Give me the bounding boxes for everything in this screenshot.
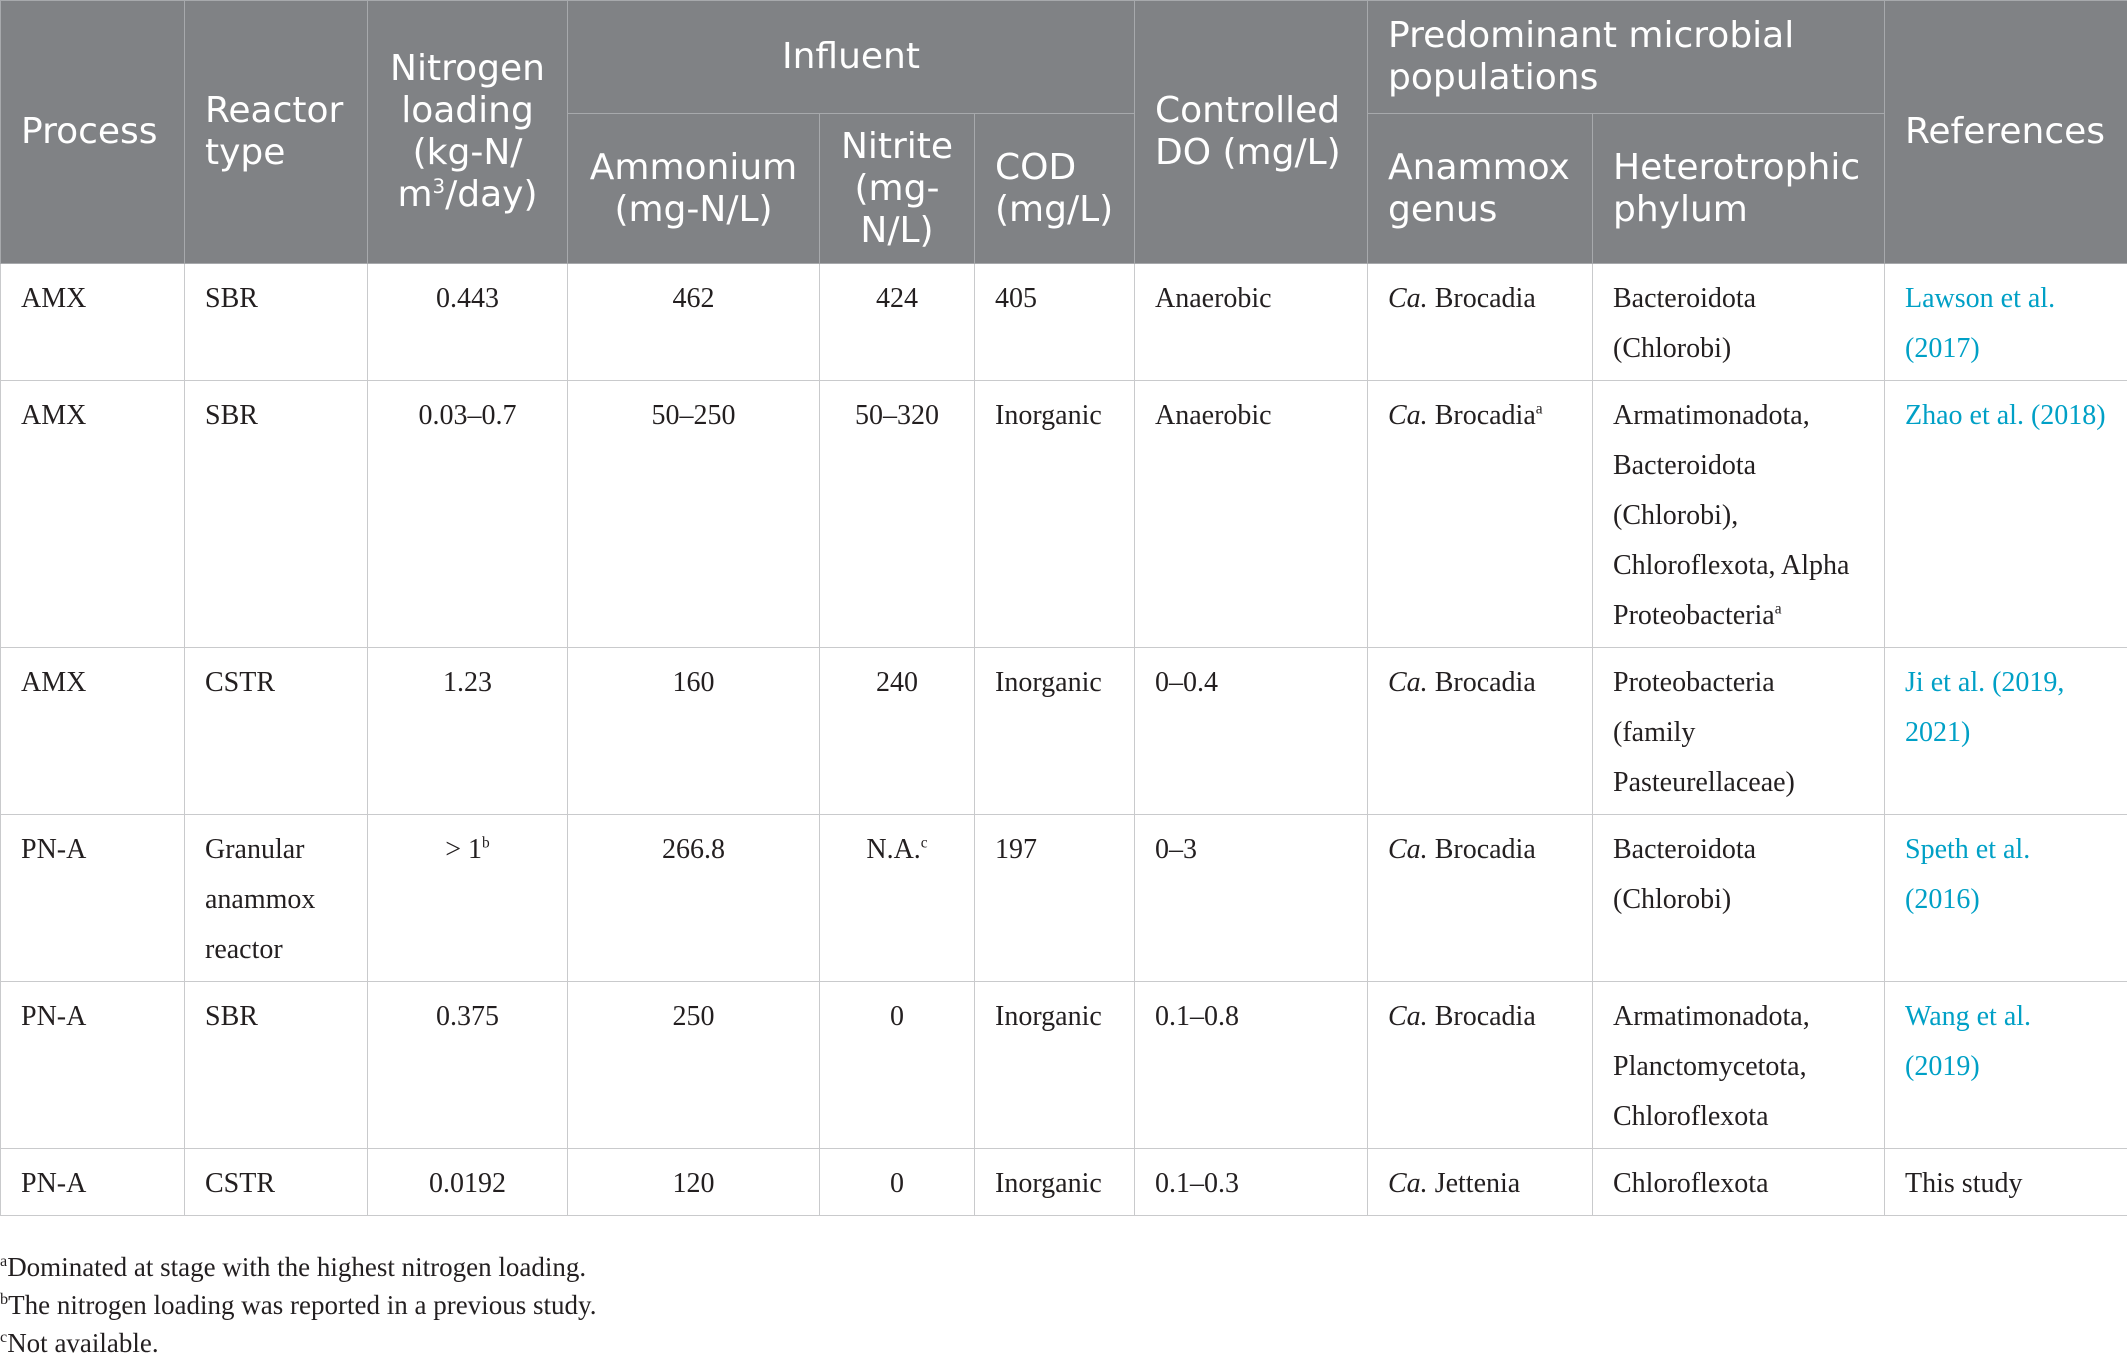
cell-loading: 0.0192 — [368, 1149, 568, 1216]
cell-cod: 405 — [975, 264, 1135, 381]
table-row — [1, 815, 2127, 982]
cell-reference — [1885, 982, 2127, 1149]
cell-loading: > $1^b$ — [368, 815, 568, 982]
cell-reactor: CSTR — [185, 1149, 368, 1216]
cell-cod: Inorganic — [975, 648, 1135, 815]
header-reactor-type: Reactor type — [185, 1, 368, 264]
cell-nitrite: 50–320 — [820, 381, 975, 648]
table-body — [1, 264, 2127, 1216]
cell-ammonium: 250 — [568, 982, 820, 1149]
cell-ammonium: 120 — [568, 1149, 820, 1216]
table-row — [1, 264, 2127, 381]
cell-reactor: CSTR — [185, 648, 368, 815]
cell-process: AMX — [1, 264, 185, 381]
cell-cod: Inorganic — [975, 1149, 1135, 1216]
cell-reference — [1885, 381, 2127, 648]
footnote: $^b$The nitrogen loading was reported in a previous study. — [0, 1290, 597, 1320]
cell-cod: Inorganic — [975, 381, 1135, 648]
cell-phylum: Chloroflexota — [1593, 1149, 1885, 1216]
header-nitrogen-loading: Nitrogen loading (kg-N/ $m^3/day$) — [368, 1, 568, 264]
cell-phylum: Armatimonadota, Planctomycetota, Chloroflexota — [1593, 982, 1885, 1149]
header-references: References — [1885, 1, 2127, 264]
footnote: $^a$Dominated at stage with the highest nitrogen loading. — [0, 1252, 587, 1282]
cell-nitrite: 0 — [820, 982, 975, 1149]
reference-link[interactable]: Ji et al. (2019, 2021) — [1905, 667, 2065, 748]
header-ammonium: Ammonium (mg-N/L) — [568, 114, 820, 264]
cell-reactor: Granular anammox reactor — [185, 815, 368, 982]
cell-reactor: SBR — [185, 264, 368, 381]
reference-link[interactable]: Speth et al. (2016) — [1905, 834, 2031, 915]
cell-genus: Ca. Brocadia — [1368, 648, 1593, 815]
header-heterotrophic-phylum: Heterotrophic phylum — [1593, 114, 1885, 264]
table-row — [1, 1149, 2127, 1216]
cell-process: AMX — [1, 648, 185, 815]
cell-ammonium: 266.8 — [568, 815, 820, 982]
table-row — [1, 381, 2127, 648]
cell-do: 0–3 — [1135, 815, 1368, 982]
header-nitrite: Nitrite (mg-N/L) — [820, 114, 975, 264]
cell-phylum: Armatimonadota, Bacteroidota (Chlorobi), Chloroflexota, Alpha Proteobacteria$^a$ — [1593, 381, 1885, 648]
cell-ammonium: 50–250 — [568, 381, 820, 648]
header-anammox-genus: Anammox genus — [1368, 114, 1593, 264]
cell-reference — [1885, 264, 2127, 381]
cell-ammonium: 462 — [568, 264, 820, 381]
cell-reference — [1885, 815, 2127, 982]
footnote: $^c$Not available. — [0, 1328, 159, 1358]
cell-loading: 0.03–0.7 — [368, 381, 568, 648]
cell-loading: 0.375 — [368, 982, 568, 1149]
table-header — [1, 1, 2127, 264]
cell-reactor: SBR — [185, 982, 368, 1149]
cell-nitrite: 240 — [820, 648, 975, 815]
cell-nitrite: 424 — [820, 264, 975, 381]
cell-nitrite: 0 — [820, 1149, 975, 1216]
cell-genus: Ca. Brocadia$^a$ — [1368, 381, 1593, 648]
cell-do: 0.1–0.8 — [1135, 982, 1368, 1149]
cell-do: 0.1–0.3 — [1135, 1149, 1368, 1216]
cell-do: 0–0.4 — [1135, 648, 1368, 815]
cell-genus: Ca. Brocadia — [1368, 264, 1593, 381]
reference-link[interactable]: Zhao et al. (2018) — [1905, 400, 2106, 431]
table-footnotes — [0, 1248, 596, 1362]
cell-do: Anaerobic — [1135, 381, 1368, 648]
cell-process: PN-A — [1, 815, 185, 982]
cell-reactor: SBR — [185, 381, 368, 648]
cell-genus: Ca. Jettenia — [1368, 1149, 1593, 1216]
reference-link[interactable]: Lawson et al. (2017) — [1905, 283, 2056, 364]
cell-nitrite: N.A.$^c$ — [820, 815, 975, 982]
cell-loading: 1.23 — [368, 648, 568, 815]
cell-genus: Ca. Brocadia — [1368, 815, 1593, 982]
cell-process: PN-A — [1, 1149, 185, 1216]
header-cod: COD (mg/L) — [975, 114, 1135, 264]
cell-phylum: Bacteroidota (Chlorobi) — [1593, 264, 1885, 381]
table-row — [1, 648, 2127, 815]
reference-link[interactable]: Wang et al. (2019) — [1905, 1001, 2032, 1082]
cell-cod: 197 — [975, 815, 1135, 982]
cell-do: Anaerobic — [1135, 264, 1368, 381]
header-influent: Influent — [568, 1, 1135, 114]
cell-phylum: Bacteroidota (Chlorobi) — [1593, 815, 1885, 982]
cell-cod: Inorganic — [975, 982, 1135, 1149]
cell-process: PN-A — [1, 982, 185, 1149]
reference-text: This study — [1905, 1168, 2023, 1199]
header-process: Process — [1, 1, 185, 264]
table-row — [1, 982, 2127, 1149]
cell-genus: Ca. Brocadia — [1368, 982, 1593, 1149]
cell-ammonium: 160 — [568, 648, 820, 815]
cell-phylum: Proteobacteria (family Pasteurellaceae) — [1593, 648, 1885, 815]
cell-reference — [1885, 1149, 2127, 1216]
cell-reference — [1885, 648, 2127, 815]
cell-process: AMX — [1, 381, 185, 648]
cell-loading: 0.443 — [368, 264, 568, 381]
header-controlled-do: Controlled DO (mg/L) — [1135, 1, 1368, 264]
header-predominant-populations: Predominant microbial populations — [1368, 1, 1885, 114]
